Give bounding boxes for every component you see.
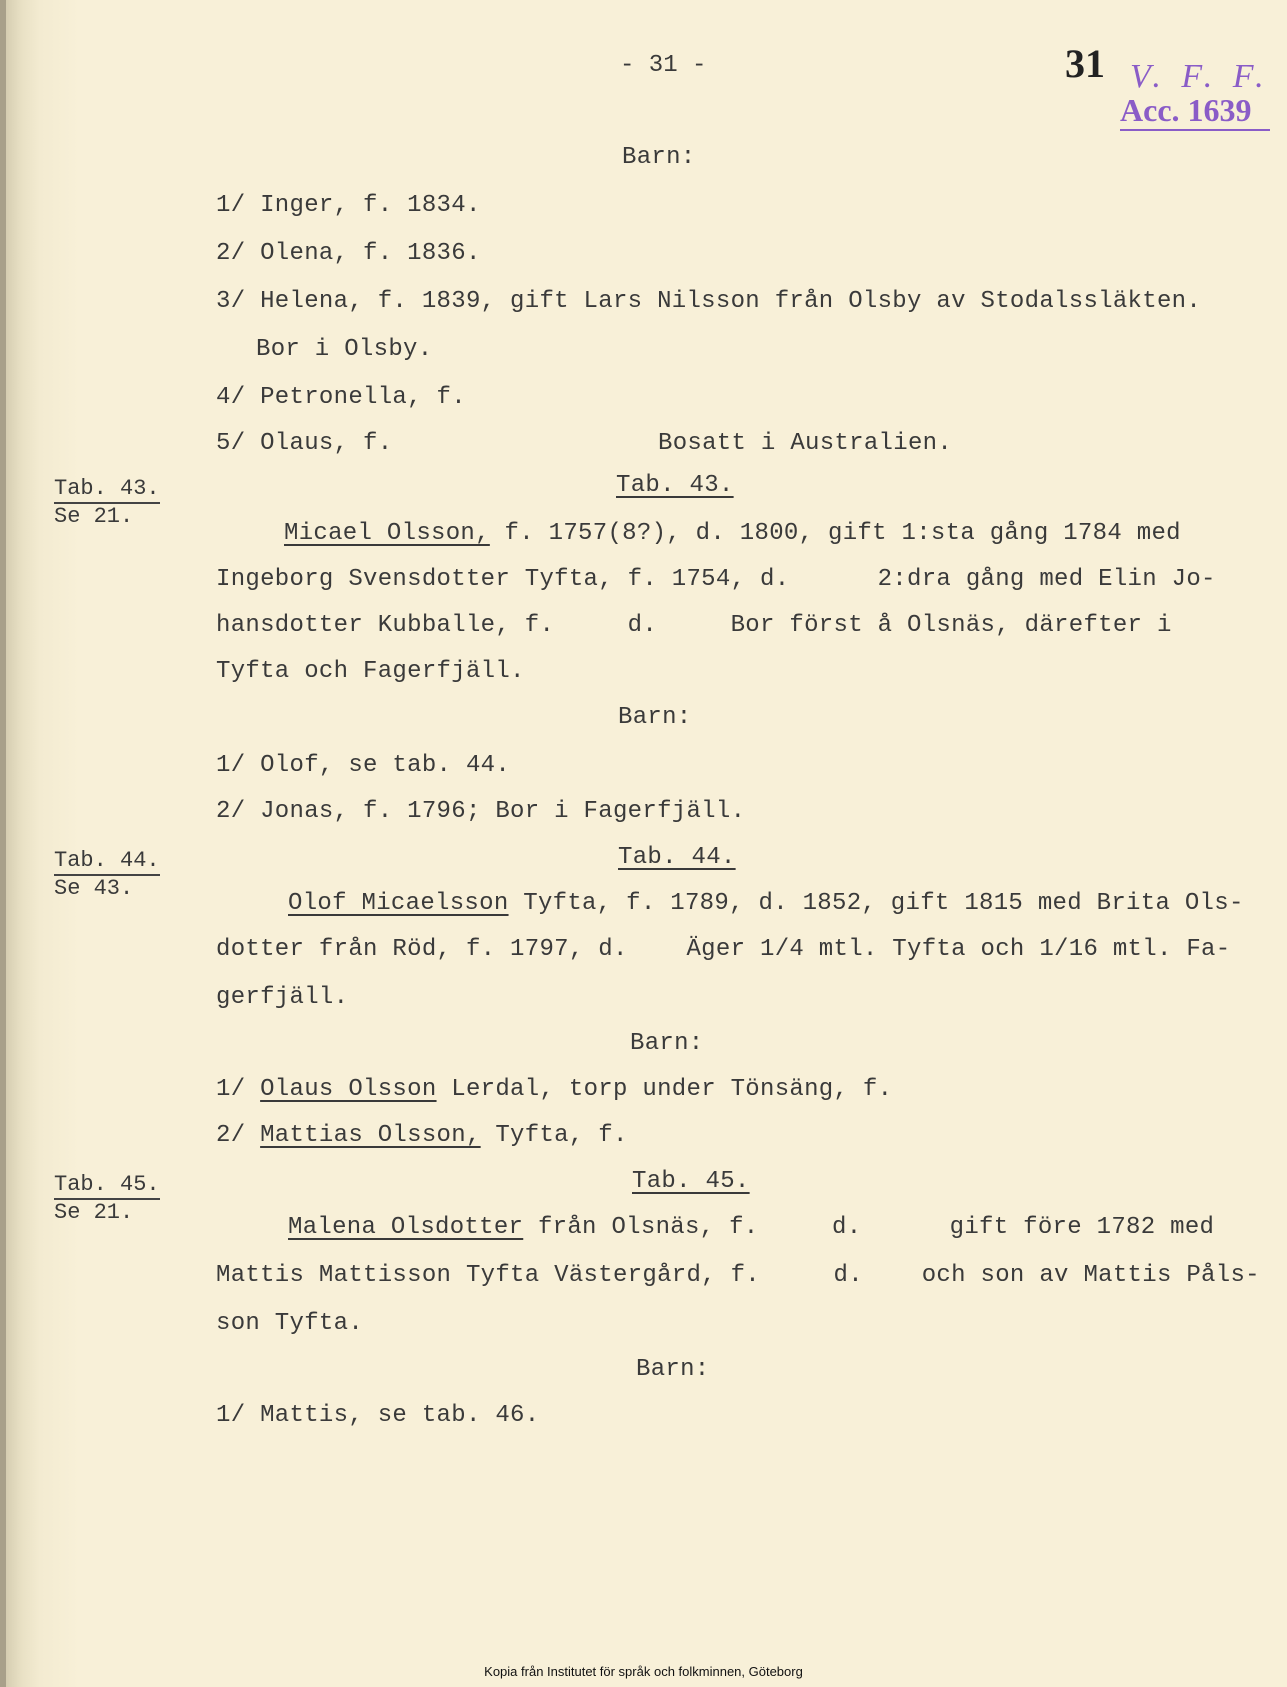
stamp-line-1: V. F. F.	[1130, 58, 1270, 95]
entry-line: dotter från Röd, f. 1797, d. Äger 1/4 mtl. Tyfta och 1/16 mtl. Fa-	[216, 936, 1231, 963]
entry-line: Ingeborg Svensdotter Tyfta, f. 1754, d. 2:dra gång med Elin Jo-	[216, 566, 1216, 593]
person-name: Micael Olsson,	[284, 520, 490, 547]
person-name: Olof Micaelsson	[288, 890, 509, 917]
page-binding-edge	[0, 0, 6, 1687]
entry-line	[288, 890, 1244, 917]
residence-note: Bosatt i Australien.	[658, 430, 953, 457]
section-heading-barn: Barn:	[622, 144, 696, 171]
list-item: 2/ Olena, f. 1836.	[216, 240, 481, 267]
margin-tab-label: Tab. 43.	[54, 476, 160, 504]
list-item: 4/ Petronella, f.	[216, 384, 466, 411]
margin-tab-label: Tab. 45.	[54, 1172, 160, 1200]
list-item: 5/ Olaus, f.	[216, 430, 393, 457]
entry-line	[288, 1214, 1214, 1241]
list-item: Bor i Olsby.	[256, 336, 433, 363]
margin-ref-label: Se 43.	[54, 876, 134, 901]
list-item: 3/ Helena, f. 1839, gift Lars Nilsson från Olsby av Stodalssläkten.	[216, 288, 1202, 315]
section-heading-barn: Barn:	[636, 1356, 710, 1383]
entry-line: Tyfta och Fagerfjäll.	[216, 658, 525, 685]
margin-ref-label: Se 21.	[54, 1200, 134, 1225]
entry-text: Lerdal, torp under Tönsäng, f.	[436, 1076, 893, 1103]
entry-text: Tyfta, f. 1789, d. 1852, gift 1815 med Brita Ols-	[508, 890, 1244, 917]
section-heading-barn: Barn:	[630, 1030, 704, 1057]
section-heading-barn: Barn:	[618, 704, 692, 731]
table-heading-tab45: Tab. 45.	[632, 1168, 750, 1195]
entry-text: f. 1757(8?), d. 1800, gift 1:sta gång 1784 med	[489, 520, 1181, 547]
page-number: - 31 -	[620, 52, 707, 79]
margin-ref-label: Se 21.	[54, 504, 134, 529]
copy-credit: Kopia från Institutet för språk och folkminnen, Göteborg	[484, 1664, 803, 1679]
entry-line: son Tyfta.	[216, 1310, 364, 1337]
entry-text: Tyfta, f.	[480, 1122, 628, 1149]
table-heading-tab43: Tab. 43.	[616, 472, 734, 499]
stamp-line-2: Acc. 1639	[1120, 92, 1270, 131]
list-item: 2/ Jonas, f. 1796; Bor i Fagerfjäll.	[216, 798, 746, 825]
entry-line: gerfjäll.	[216, 984, 349, 1011]
list-item: 1/ Olof, se tab. 44.	[216, 752, 511, 779]
list-item: 1/ Mattis, se tab. 46.	[216, 1402, 540, 1429]
margin-note-tab43	[54, 476, 160, 529]
archive-number: 31	[1065, 41, 1105, 86]
entry-line: hansdotter Kubballe, f. d. Bor först å Olsnäs, därefter i	[216, 612, 1172, 639]
list-item	[216, 1122, 628, 1149]
list-item	[216, 1076, 892, 1103]
entry-line: Mattis Mattisson Tyfta Västergård, f. d. och son av Mattis Påls-	[216, 1262, 1260, 1289]
person-name: Mattias Olsson,	[260, 1122, 481, 1149]
margin-tab-label: Tab. 44.	[54, 848, 160, 876]
archive-stamp	[1120, 58, 1270, 131]
margin-note-tab44	[54, 848, 160, 901]
list-item: 1/ Inger, f. 1834.	[216, 192, 481, 219]
table-heading-tab44: Tab. 44.	[618, 844, 736, 871]
entry-line	[284, 520, 1181, 547]
list-number: 1/	[216, 1076, 261, 1103]
person-name: Malena Olsdotter	[288, 1214, 524, 1241]
list-number: 2/	[216, 1122, 261, 1149]
person-name: Olaus Olsson	[260, 1076, 437, 1103]
margin-note-tab45	[54, 1172, 160, 1225]
entry-text: från Olsnäs, f. d. gift före 1782 med	[523, 1214, 1215, 1241]
